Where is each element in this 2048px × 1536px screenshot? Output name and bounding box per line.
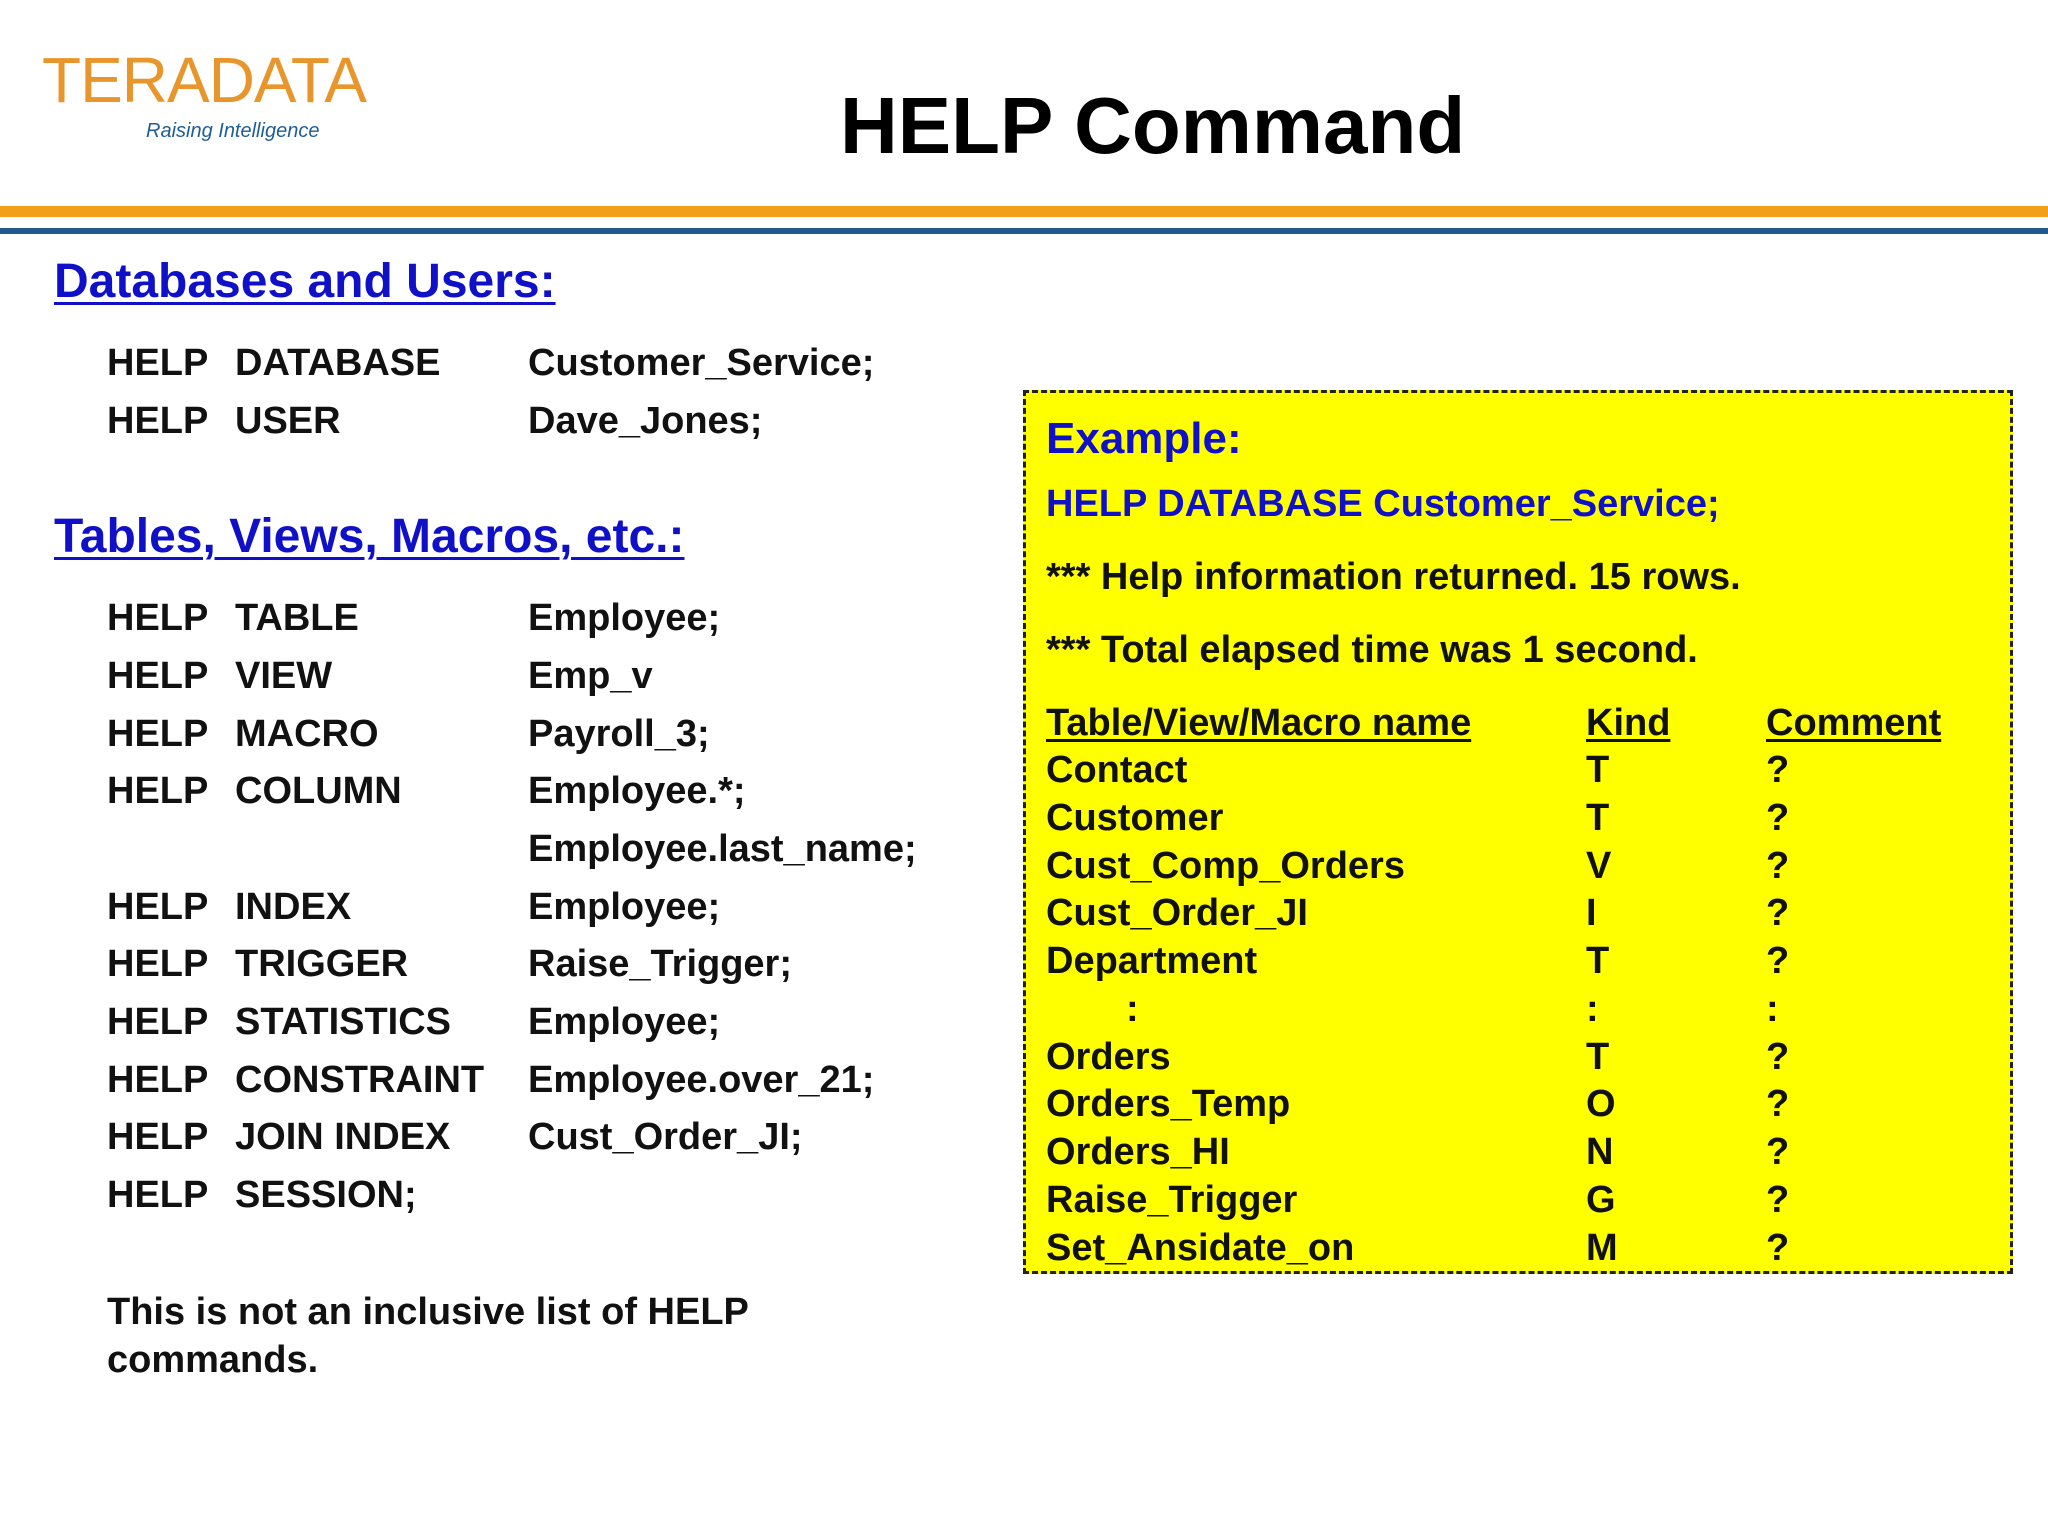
example-heading: Example: [1046, 414, 1242, 463]
column-header-name: Table/View/Macro name [1046, 702, 1472, 744]
inclusive-list-note: This is not an inclusive list of HELP commands. [107, 1291, 749, 1381]
command-argument: Payroll_3; [528, 713, 710, 755]
row-comment: ? [1766, 1227, 1790, 1269]
databases-users-heading: Databases and Users: [54, 255, 556, 308]
row-kind: T [1586, 797, 1610, 839]
command-argument: Raise_Trigger; [528, 943, 792, 985]
command-keyword: HELP [107, 400, 209, 442]
header-divider-blue [0, 228, 2048, 234]
command-keyword: HELP [107, 1116, 209, 1158]
row-comment: ? [1766, 749, 1790, 791]
row-comment: ? [1766, 940, 1790, 982]
row-kind: T [1586, 940, 1610, 982]
command-argument: Employee; [528, 597, 721, 639]
command-keyword: HELP [107, 886, 209, 928]
row-kind: T [1586, 749, 1610, 791]
column-header-comment: Comment [1766, 702, 1942, 744]
command-keyword: HELP [107, 597, 209, 639]
row-name: Customer [1046, 797, 1224, 839]
table-row [1026, 1085, 2010, 1133]
command-object: USER [235, 400, 341, 442]
row-name: Raise_Trigger [1046, 1179, 1298, 1221]
command-keyword: HELP [107, 943, 209, 985]
page-title: HELP Command [840, 81, 1466, 170]
command-object: SESSION; [235, 1174, 417, 1216]
row-comment: ? [1766, 1179, 1790, 1221]
row-comment: ? [1766, 892, 1790, 934]
table-row [1026, 1133, 2010, 1181]
table-row [1026, 942, 2010, 990]
logo-wordmark: TERADATA [42, 44, 366, 116]
command-keyword: HELP [107, 1001, 209, 1043]
row-name: Orders [1046, 1036, 1171, 1078]
command-keyword: HELP [107, 770, 209, 812]
command-keyword: HELP [107, 713, 209, 755]
row-name: Cust_Order_JI [1046, 892, 1308, 934]
command-object: STATISTICS [235, 1001, 452, 1043]
command-object: VIEW [235, 655, 333, 697]
row-kind: M [1586, 1227, 1618, 1269]
command-object: JOIN INDEX [235, 1116, 451, 1158]
row-name: Cust_Comp_Orders [1046, 845, 1405, 887]
row-kind: G [1586, 1179, 1616, 1221]
command-argument: Dave_Jones; [528, 400, 763, 442]
command-object: COLUMN [235, 770, 402, 812]
row-comment: ? [1766, 797, 1790, 839]
command-object: MACRO [235, 713, 379, 755]
example-info-rows-returned: *** Help information returned. 15 rows. [1046, 556, 1741, 598]
table-row [1026, 1181, 2010, 1229]
command-keyword: HELP [107, 1174, 209, 1216]
row-kind: T [1586, 1036, 1610, 1078]
command-argument: Cust_Order_JI; [528, 1116, 803, 1158]
table-row [1026, 894, 2010, 942]
command-object: DATABASE [235, 342, 441, 384]
table-row [1026, 1038, 2010, 1086]
example-info-elapsed-time: *** Total elapsed time was 1 second. [1046, 629, 1698, 671]
command-argument: Employee.*; [528, 770, 746, 812]
example-box [1023, 390, 2013, 1274]
row-comment: ? [1766, 845, 1790, 887]
table-row [1026, 751, 2010, 799]
table-row [1026, 799, 2010, 847]
command-keyword: HELP [107, 1059, 209, 1101]
row-name: Department [1046, 940, 1258, 982]
row-comment: ? [1766, 1131, 1790, 1173]
column-header-kind: Kind [1586, 702, 1671, 744]
command-argument: Employee; [528, 1001, 721, 1043]
command-object: TABLE [235, 597, 359, 639]
command-argument: Employee; [528, 886, 721, 928]
row-comment: ? [1766, 1036, 1790, 1078]
logo-tagline: Raising Intelligence [146, 120, 320, 142]
example-command: HELP DATABASE Customer_Service; [1046, 483, 1720, 525]
command-keyword: HELP [107, 342, 209, 384]
row-kind: N [1586, 1131, 1614, 1173]
row-name: : [1126, 988, 1139, 1030]
tables-views-macros-heading: Tables, Views, Macros, etc.: [54, 510, 685, 563]
row-kind: I [1586, 892, 1597, 934]
table-row [1026, 1229, 2010, 1277]
row-name: Set_Ansidate_on [1046, 1227, 1355, 1269]
command-object: CONSTRAINT [235, 1059, 485, 1101]
command-argument: Customer_Service; [528, 342, 875, 384]
header-divider-orange [0, 206, 2048, 217]
row-kind: O [1586, 1083, 1616, 1125]
command-argument: Emp_v [528, 655, 653, 697]
command-argument: Employee.last_name; [528, 828, 917, 870]
row-name: Contact [1046, 749, 1188, 791]
row-kind: : [1586, 988, 1599, 1030]
row-kind: V [1586, 845, 1612, 887]
teradata-logo [42, 44, 366, 148]
table-row [1026, 847, 2010, 895]
command-argument: Employee.over_21; [528, 1059, 875, 1101]
table-row [1026, 990, 2010, 1038]
command-object: TRIGGER [235, 943, 409, 985]
row-name: Orders_HI [1046, 1131, 1230, 1173]
command-keyword: HELP [107, 655, 209, 697]
row-comment: : [1766, 988, 1779, 1030]
row-name: Orders_Temp [1046, 1083, 1291, 1125]
row-comment: ? [1766, 1083, 1790, 1125]
command-object: INDEX [235, 886, 352, 928]
